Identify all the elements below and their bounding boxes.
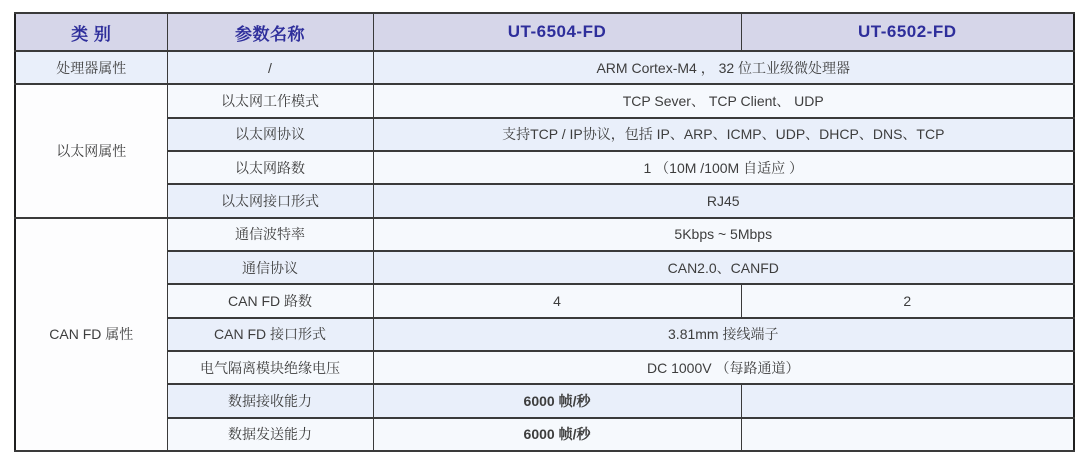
cell-category-canfd: CAN FD 属性 [15,218,167,451]
cell-param-canfd-channels: CAN FD 路数 [167,284,373,317]
header-cell-category: 类 别 [15,13,167,51]
header-cell-param: 参数名称 [167,13,373,51]
row-canfd-isolation [15,351,1074,384]
cell-param-eth-work-mode: 以太网工作模式 [167,84,373,117]
cell-param-canfd-rx: 数据接收能力 [167,384,373,417]
cell-value-eth-interface: RJ45 [373,184,1074,217]
cell-value-eth-channels: 1 （10M /100M 自适应 ） [373,151,1074,184]
cell-category-processor: 处理器属性 [15,51,167,84]
cell-param-canfd-tx: 数据发送能力 [167,418,373,451]
product-spec-table [14,12,1075,452]
row-eth-channels [15,151,1074,184]
cell-param-processor: / [167,51,373,84]
cell-param-canfd-baud: 通信波特率 [167,218,373,251]
row-canfd-baud [15,218,1074,251]
cell-category-ethernet: 以太网属性 [15,84,167,217]
cell-value-canfd-rx-6502 [741,384,1074,417]
row-processor [15,51,1074,84]
cell-value-canfd-channels-6504: 4 [373,284,741,317]
cell-value-canfd-tx-6502 [741,418,1074,451]
row-eth-interface [15,184,1074,217]
header-cell-ut6502: UT-6502-FD [741,13,1074,51]
row-canfd-interface [15,318,1074,351]
cell-value-processor: ARM Cortex-M4 ， 32 位工业级微处理器 [373,51,1074,84]
cell-param-canfd-isolation: 电气隔离模块绝缘电压 [167,351,373,384]
cell-value-canfd-isolation: DC 1000V （每路通道） [373,351,1074,384]
cell-value-canfd-baud: 5Kbps ~ 5Mbps [373,218,1074,251]
cell-param-canfd-interface: CAN FD 接口形式 [167,318,373,351]
cell-param-eth-interface: 以太网接口形式 [167,184,373,217]
row-canfd-channels [15,284,1074,317]
cell-value-canfd-channels-6502: 2 [741,284,1074,317]
row-eth-work-mode [15,84,1074,117]
cell-param-eth-channels: 以太网路数 [167,151,373,184]
row-canfd-tx [15,418,1074,451]
cell-value-canfd-tx-6504: 6000 帧/秒 [373,418,741,451]
row-eth-protocol [15,118,1074,151]
header-cell-ut6504: UT-6504-FD [373,13,741,51]
cell-value-canfd-protocol: CAN2.0、CANFD [373,251,1074,284]
row-canfd-protocol [15,251,1074,284]
cell-value-eth-protocol: 支持TCP / IP协议，包括 IP、ARP、ICMP、UDP、DHCP、DNS、TCP [373,118,1074,151]
cell-param-eth-protocol: 以太网协议 [167,118,373,151]
cell-value-canfd-interface: 3.81mm 接线端子 [373,318,1074,351]
row-canfd-rx [15,384,1074,417]
cell-param-canfd-protocol: 通信协议 [167,251,373,284]
spec-table-container [14,12,1075,452]
cell-value-canfd-rx-6504: 6000 帧/秒 [373,384,741,417]
cell-value-eth-work-mode: TCP Sever、 TCP Client、 UDP [373,84,1074,117]
header-row [15,13,1074,51]
